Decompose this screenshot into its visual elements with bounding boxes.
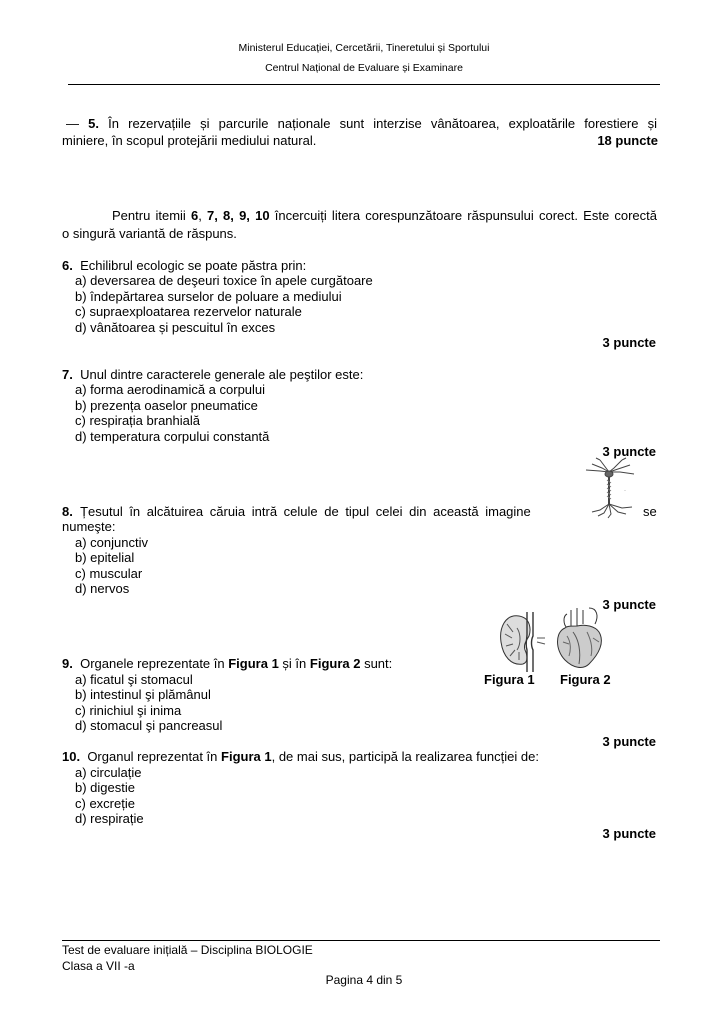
item10-points: 3 puncte bbox=[602, 826, 656, 841]
footer-class: Clasa a VII -a bbox=[62, 959, 135, 973]
header-center: Centrul Național de Evaluare și Examinare bbox=[265, 62, 463, 74]
instr-items: 7, 8, 9, 10 bbox=[207, 208, 270, 223]
item8-option-a[interactable]: a) conjunctiv bbox=[75, 535, 148, 550]
item8-question-line1 bbox=[62, 504, 562, 520]
item9-option-c[interactable]: c) rinichiul şi inima bbox=[75, 703, 182, 718]
item10-option-b[interactable]: b) digestie bbox=[75, 780, 135, 795]
footer-page-number: Pagina 4 din 5 bbox=[325, 973, 403, 987]
item5-text-1: În rezervațiile și parcurile naționale sunt interzise vânătoarea, exploatările forestiere și bbox=[99, 116, 657, 131]
item5-line2: miniere, în scopul protejării mediului natural. bbox=[62, 133, 317, 148]
item10-q-fig1: Figura 1 bbox=[221, 749, 272, 764]
kidney-figure bbox=[497, 610, 547, 672]
item7-option-a[interactable]: a) forma aerodinamică a corpului bbox=[75, 382, 266, 397]
instr-post: încercuiți litera corespunzătoare răspunsului corect. Este corectă bbox=[269, 208, 657, 223]
item5-points: 18 puncte bbox=[597, 133, 658, 148]
item10-number: 10. bbox=[62, 749, 81, 764]
svg-text:·: · bbox=[624, 488, 626, 494]
item8-question-se: se bbox=[643, 504, 657, 519]
item9-question bbox=[62, 656, 392, 672]
item10-option-d[interactable]: d) respirație bbox=[75, 811, 144, 826]
footer-divider bbox=[62, 940, 660, 941]
item10-q-pre: Organul reprezentat în bbox=[87, 749, 222, 764]
item9-q-mid: și în bbox=[278, 656, 310, 671]
item10-option-c[interactable]: c) excreție bbox=[75, 796, 135, 811]
figure2-label: Figura 2 bbox=[560, 672, 611, 687]
instructions-line1 bbox=[62, 208, 657, 224]
instr-pre: Pentru itemii bbox=[112, 208, 191, 223]
instructions-line2: o singură variantă de răspuns. bbox=[62, 226, 237, 241]
item9-points: 3 puncte bbox=[602, 734, 656, 749]
item7-question-text: Unul dintre caracterele generale ale peştilor este: bbox=[80, 367, 364, 382]
figure1-label: Figura 1 bbox=[484, 672, 535, 687]
item9-q-pre: Organele reprezentate în bbox=[80, 656, 229, 671]
instr-i6: 6 bbox=[191, 208, 199, 223]
instr-comma: , bbox=[198, 208, 208, 223]
item8-question-line2: numeşte: bbox=[62, 519, 116, 534]
item10-option-a[interactable]: a) circulație bbox=[75, 765, 142, 780]
heart-figure bbox=[553, 606, 609, 672]
item6-option-d[interactable]: d) vânătoarea și pescuitul în exces bbox=[75, 320, 276, 335]
item6-option-b[interactable]: b) îndepărtarea surselor de poluare a mediului bbox=[75, 289, 342, 304]
item5-dash: — bbox=[66, 116, 89, 131]
item9-option-d[interactable]: d) stomacul şi pancreasul bbox=[75, 718, 223, 733]
item6-number: 6. bbox=[62, 258, 73, 273]
item10-question bbox=[62, 749, 539, 765]
item8-option-b[interactable]: b) epitelial bbox=[75, 550, 135, 565]
item7-option-d[interactable]: d) temperatura corpului constantă bbox=[75, 429, 270, 444]
item8-question-text: Țesutul în alcătuirea căruia intră celule de tipul celei din această imagine bbox=[80, 504, 531, 519]
item9-option-b[interactable]: b) intestinul şi plămânul bbox=[75, 687, 211, 702]
item8-points: 3 puncte bbox=[602, 597, 656, 612]
item9-q-fig1: Figura 1 bbox=[228, 656, 279, 671]
item6-question bbox=[62, 258, 306, 274]
item7-number: 7. bbox=[62, 367, 73, 382]
item8-option-d[interactable]: d) nervos bbox=[75, 581, 130, 596]
item7-question bbox=[62, 367, 363, 383]
item9-q-post: sunt: bbox=[360, 656, 393, 671]
item9-q-fig2: Figura 2 bbox=[309, 656, 361, 671]
item6-points: 3 puncte bbox=[602, 335, 656, 350]
item9-option-a[interactable]: a) ficatul şi stomacul bbox=[75, 672, 193, 687]
item8-number: 8. bbox=[62, 504, 73, 519]
item7-option-c[interactable]: c) respirația branhială bbox=[75, 413, 201, 428]
header-divider bbox=[68, 84, 660, 85]
item10-q-post: , de mai sus, participă la realizarea funcției de: bbox=[271, 749, 539, 764]
item7-option-b[interactable]: b) prezența oaselor pneumatice bbox=[75, 398, 258, 413]
item8-option-c[interactable]: c) muscular bbox=[75, 566, 143, 581]
item5-line1 bbox=[62, 116, 657, 132]
footer-test-title: Test de evaluare inițială – Disciplina BIOLOGIE bbox=[62, 943, 313, 957]
item9-number: 9. bbox=[62, 656, 73, 671]
item5-number: 5. bbox=[88, 116, 99, 131]
item6-question-text: Echilibrul ecologic se poate păstra prin: bbox=[80, 258, 307, 273]
item7-points: 3 puncte bbox=[602, 444, 656, 459]
item6-option-c[interactable]: c) supraexploatarea rezervelor naturale bbox=[75, 304, 302, 319]
item6-option-a[interactable]: a) deversarea de deşeuri toxice în apele curgătoare bbox=[75, 273, 373, 288]
neuron-figure bbox=[578, 456, 640, 520]
header-ministry: Ministerul Educației, Cercetării, Tineretului și Sportului bbox=[238, 42, 490, 54]
